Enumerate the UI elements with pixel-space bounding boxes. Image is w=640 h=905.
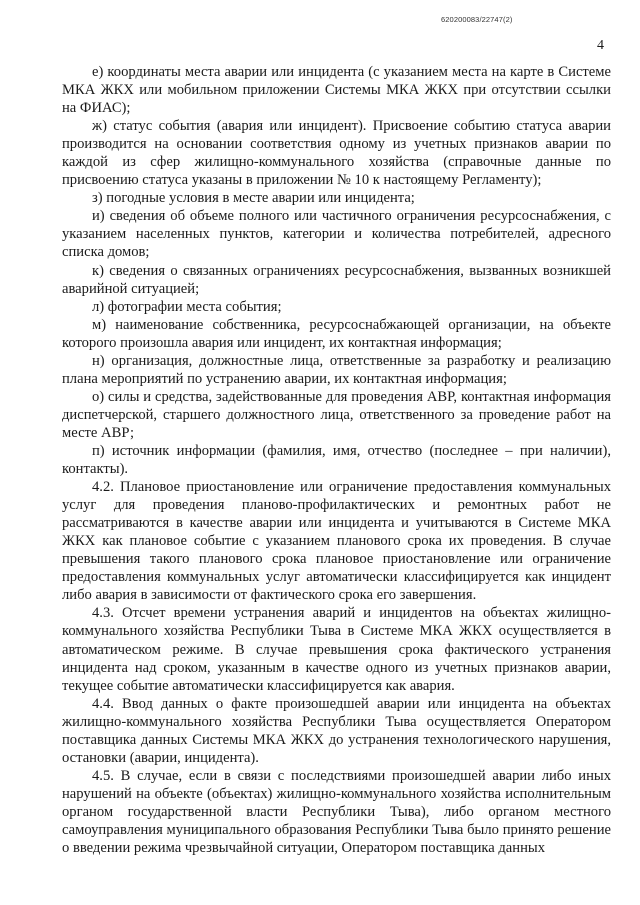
paragraph-4-5: 4.5. В случае, если в связи с последствиями произошедшей аварии либо иных нарушений на объекте (объектах) жилищно-коммунального хозяйства исполнительным органом государственной власти Республики Тыва), либо органом местного самоуправления муниципального образования Республики Тыва было принято решение о введении режима чрезвычайной ситуации, Оператором поставщика данных (62, 767, 611, 857)
document-body (62, 63, 611, 857)
paragraph-i: и) сведения об объеме полного или частичного ограничения ресурсоснабжения, с указанием населенных пунктов, категории и количества потребителей, адресного списка домов; (62, 208, 611, 261)
page-number: 4 (597, 38, 604, 53)
paragraph-4-3: 4.3. Отсчет времени устранения аварий и инцидентов на объектах жилищно-коммунального хозяйства Республики Тыва в Системе МКА ЖКХ осуществляется в автоматическом режиме. В случае превышения срока фактического устранения инцидента над сроком, указанным в качестве одного из учетных признаков аварии, текущее событие автоматически классифицируется как авария. (62, 605, 611, 694)
paragraph-e: е) координаты места аварии или инцидента (с указанием места на карте в Системе МКА ЖКХ или мобильном приложении Системы МКА ЖКХ при отсутствии ссылки на ФИАС); (62, 64, 611, 117)
paragraph-zh: ж) статус события (авария или инцидент). Присвоение событию статуса аварии производится на основании соответствия одному из учетных признаков аварии по каждой из сфер жилищно-коммунального хозяйства (справочные данные по присвоению статуса указаны в приложении № 10 к настоящему Регламенту); (62, 118, 611, 189)
paragraph-m: м) наименование собственника, ресурсоснабжающей организации, на объекте которого произошла авария или инцидент, их контактная информация; (62, 316, 611, 351)
paragraph-z: з) погодные условия в месте аварии или инцидента; (92, 190, 415, 207)
paragraph-o: о) силы и средства, задействованные для проведения АВР, контактная информация диспетчерской, старшего должностного лица, ответственного за проведение работ на месте АВР; (62, 388, 611, 441)
document-code: 620200083/22747(2) (441, 15, 513, 24)
paragraph-4-4: 4.4. Ввод данных о факте произошедшей аварии или инцидента на объектах жилищно-коммунального хозяйства Республики Тыва осуществляется Оператором поставщика данных Системы МКА ЖКХ до устранения технологического нарушения, остановки (аварии, инцидента). (62, 695, 611, 766)
paragraph-n: н) организация, должностные лица, ответственные за разработку и реализацию плана мероприятий по устранению аварии, их контактная информация; (62, 352, 611, 387)
paragraph-4-2: 4.2. Плановое приостановление или ограничение предоставления коммунальных услуг для проведения планово-профилактических и ремонтных работ не рассматриваются в качестве аварии или инцидента и учитываются в Системе МКА ЖКХ как плановое событие с указанием планового срока их проведения. В случае превышения такого планового срока плановое приостановление или ограничение предоставления коммунальных услуг автоматически классифицируется как инцидент либо авария в зависимости от фактического срока его завершения. (62, 479, 611, 604)
paragraph-k: к) сведения о связанных ограничениях ресурсоснабжения, вызванных возникшей аварийной ситуацией; (62, 262, 611, 297)
paragraph-p: п) источник информации (фамилия, имя, отчество (последнее – при наличии), контакты). (62, 442, 611, 478)
paragraph-l: л) фотографии места события; (92, 298, 282, 315)
